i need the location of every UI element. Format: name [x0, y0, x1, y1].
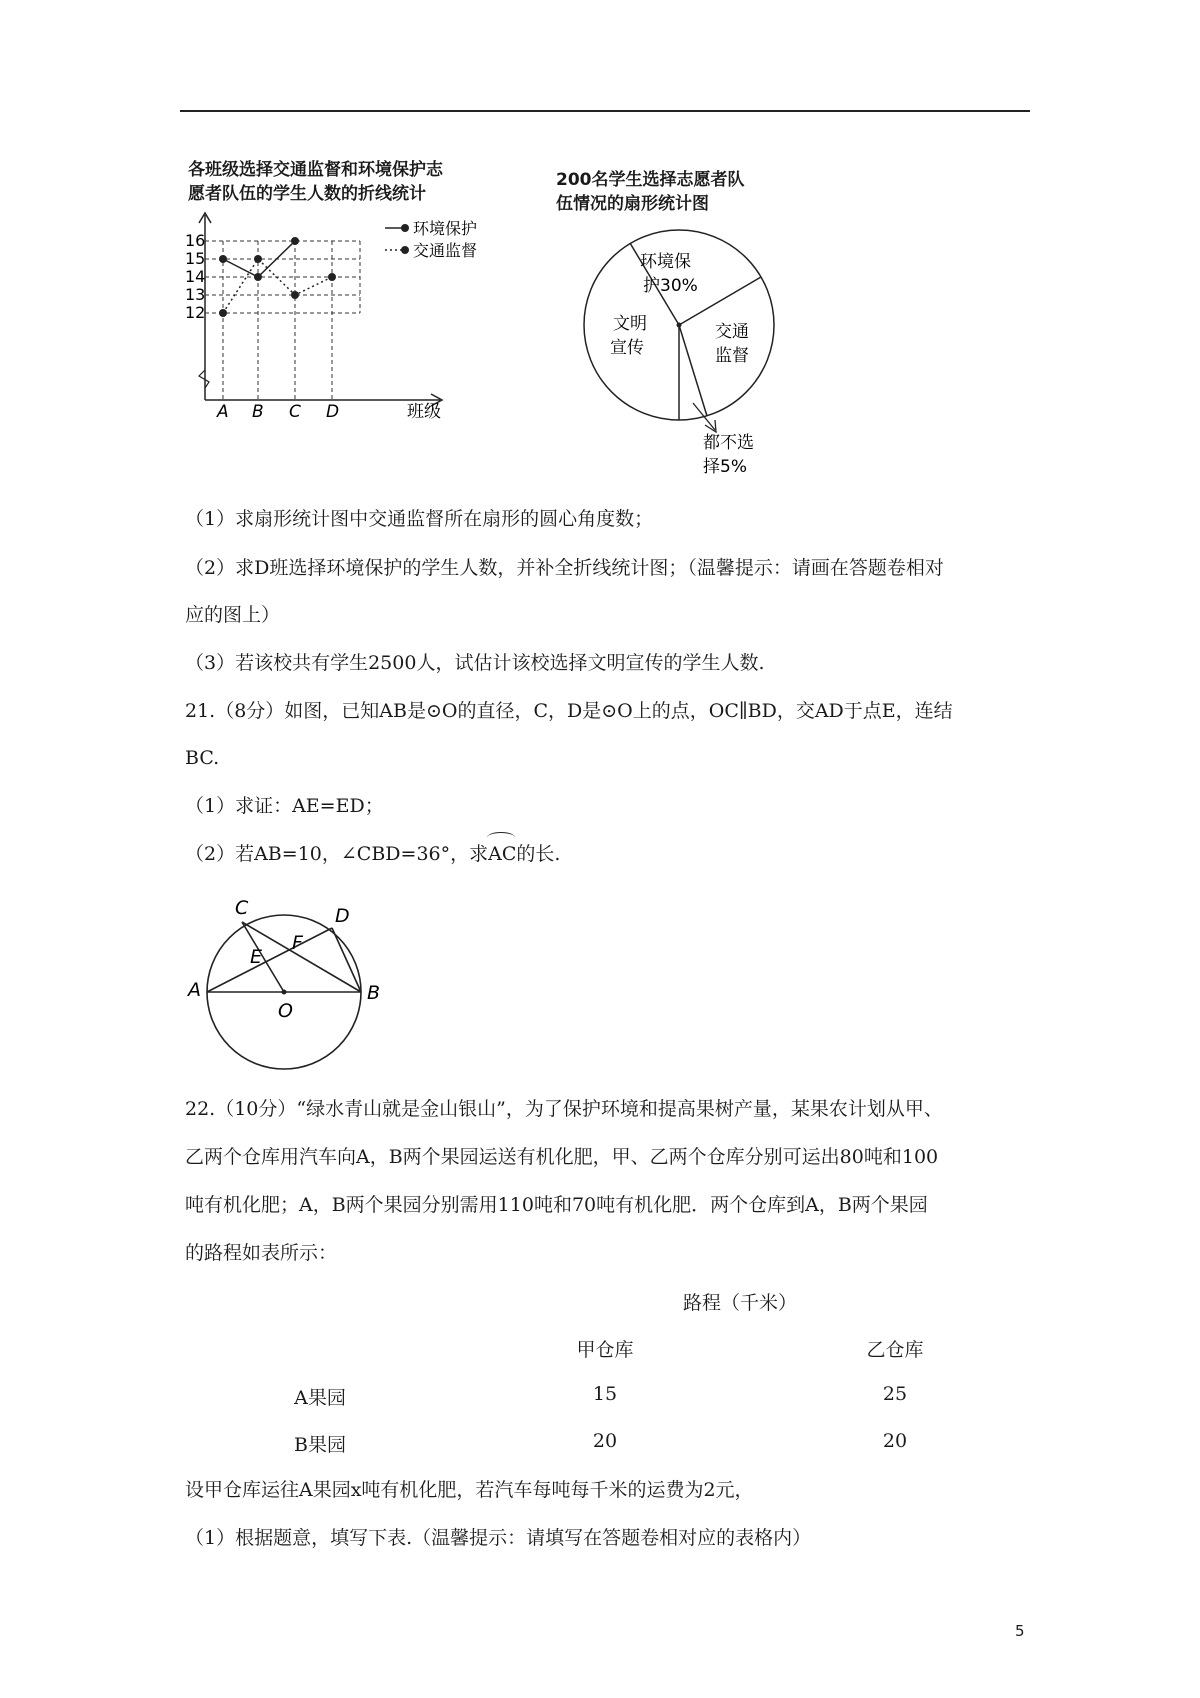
data-point-traffic-2 — [291, 291, 299, 299]
y-tick-14: 14 — [185, 267, 206, 286]
data-point-env-0 — [219, 255, 227, 263]
pie-divider-none-traffic — [679, 325, 707, 416]
y-tick-12: 12 — [185, 303, 206, 322]
point-o — [282, 990, 287, 995]
x-tick-A: A — [217, 402, 229, 422]
pie-chart-title-line-2: 伍情况的扇形统计图 — [556, 194, 709, 214]
table-header-jia: 甲仓库 — [576, 1339, 634, 1361]
pie-label-none-1: 都不选 — [703, 433, 754, 453]
legend-label-1: 环境保护 — [413, 219, 478, 238]
data-point-traffic-3 — [328, 273, 336, 281]
table-cell-b-jia: 20 — [592, 1430, 618, 1452]
arc-ac-label: AC — [488, 843, 517, 865]
table-cell-a-jia: 15 — [592, 1383, 618, 1405]
q20-part-2-line-2: 应的图上） — [185, 604, 281, 626]
y-tick-15: 15 — [185, 249, 206, 268]
q21-part-2 — [185, 841, 560, 867]
table-row-b-label: B果园 — [294, 1434, 346, 1456]
line-chart — [185, 210, 490, 425]
line-chart-title-line-2: 愿者队伍的学生人数的折线统计 — [188, 184, 426, 204]
data-point-traffic-0 — [219, 309, 227, 317]
data-point-env-2 — [291, 237, 299, 245]
label-d: D — [335, 905, 350, 927]
x-tick-C: C — [289, 402, 301, 422]
q22-line-3: 吨有机化肥；A，B两个果园分别需用110吨和70吨有机化肥．两个仓库到A，B两个果园 — [185, 1194, 928, 1216]
pie-label-env-2: 护30% — [643, 276, 698, 296]
none-callout-arrow — [705, 420, 716, 432]
q21-part-2-prefix: （2）若AB=10，∠CBD=36°，求 — [185, 843, 489, 865]
x-tick-B: B — [252, 402, 264, 422]
q22-line-4: 的路程如表所示： — [185, 1242, 338, 1264]
q22-after-2: （1）根据题意，填写下表.（温馨提示：请填写在答题卷相对应的表格内） — [185, 1527, 812, 1549]
q20-part-2-line-1: （2）求D班选择环境保护的学生人数，并补全折线统计图；（温馨提示：请画在答题卷相对 — [185, 557, 944, 579]
table-cell-b-yi: 20 — [882, 1430, 908, 1452]
table-row-a-label: A果园 — [294, 1387, 346, 1409]
legend-label-2: 交通监督 — [413, 241, 478, 260]
table-cell-a-yi: 25 — [882, 1383, 908, 1405]
data-point-traffic-1 — [254, 255, 262, 263]
pie-chart-title-line-1: 200名学生选择志愿者队 — [556, 170, 745, 190]
header-rule — [180, 110, 1030, 112]
pie-label-traffic-2: 监督 — [715, 346, 749, 366]
legend-marker-2 — [401, 246, 409, 254]
axis-break — [199, 370, 209, 388]
q22-after-1: 设甲仓库运往A果园x吨有机化肥，若汽车每吨每千米的运费为2元， — [185, 1479, 754, 1501]
line-chart-title — [188, 158, 443, 206]
pie-label-civ-2: 宣传 — [610, 338, 644, 358]
label-o: O — [278, 1000, 293, 1022]
line-chart-title-line-1: 各班级选择交通监督和环境保护志 — [188, 160, 443, 180]
data-point-env-1 — [254, 273, 262, 281]
q21-line-1: 21.（8分）如图，已知AB是⊙O的直径，C，D是⊙O上的点，OC∥BD，交AD于点E，连结 — [185, 700, 953, 722]
pie-label-traffic-1: 交通 — [715, 322, 749, 342]
segment-oc — [242, 922, 284, 992]
q22-line-2: 乙两个仓库用汽车向A，B两个果园运送有机化肥，甲、乙两个仓库分别可运出80吨和100 — [185, 1146, 939, 1168]
arc-ac — [488, 841, 516, 867]
label-f: F — [292, 932, 303, 954]
grid — [205, 241, 360, 400]
page-number: 5 — [1015, 1622, 1025, 1640]
label-c: C — [235, 897, 249, 919]
label-b: B — [367, 982, 381, 1004]
q21-part-2-suffix: 的长. — [516, 843, 561, 865]
y-tick-13: 13 — [185, 285, 206, 304]
label-e: E — [250, 946, 263, 968]
q22-line-1: 22.（10分）“绿水青山就是金山银山”，为了保护环境和提高果树产量，某果农计划从甲、 — [185, 1098, 943, 1120]
table-header-yi: 乙仓库 — [866, 1339, 924, 1361]
q21-part-1: （1）求证：AE=ED； — [185, 795, 384, 817]
y-tick-16: 16 — [185, 231, 206, 250]
q20-part-1: （1）求扇形统计图中交通监督所在扇形的圆心角度数； — [185, 508, 654, 530]
q20-part-3: （3）若该校共有学生2500人，试估计该校选择文明宣传的学生人数. — [185, 652, 765, 674]
pie-label-env-1: 环境保 — [640, 252, 691, 272]
legend-marker-1 — [401, 224, 409, 232]
table-caption: 路程（千米） — [682, 1292, 797, 1314]
arc-mark — [487, 832, 515, 843]
pie-label-civ-1: 文明 — [613, 314, 647, 334]
circle-figure — [182, 895, 392, 1080]
label-a: A — [188, 979, 201, 1001]
pie-center — [677, 323, 682, 328]
q21-line-2: BC. — [185, 747, 220, 769]
pie-label-none-2: 择5% — [703, 457, 747, 477]
pie-chart — [575, 225, 795, 485]
x-tick-D: D — [326, 402, 340, 422]
pie-chart-title — [556, 168, 745, 216]
x-axis-label: 班级 — [407, 402, 441, 422]
segment-bd — [332, 928, 361, 992]
